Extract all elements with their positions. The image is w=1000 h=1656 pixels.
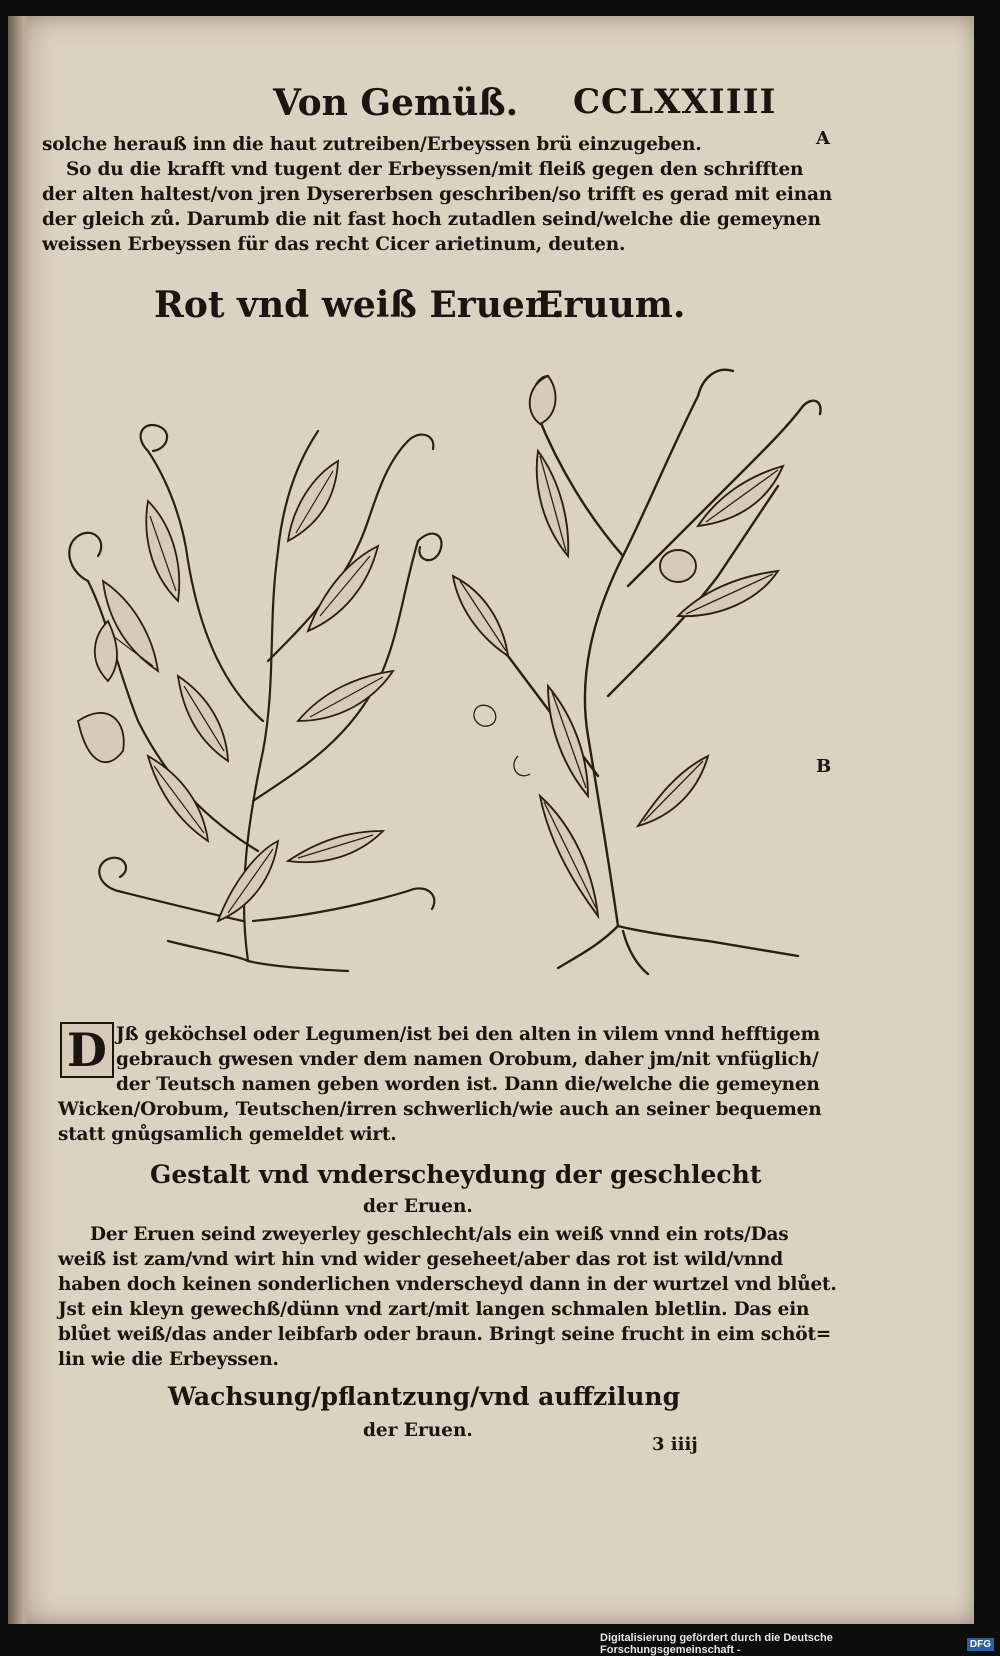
woodcut-eruum	[448, 356, 828, 976]
woodcut-rot-weiss-eruen	[48, 421, 448, 981]
section-line: haben doch keinen sonderlichen vnderscheyd dann in der wurtzel vnd blůet.	[58, 1274, 837, 1295]
section-line: Jst ein kleyn gewechß/dünn vnd zart/mit langen schmalen bletlin. Das ein	[58, 1299, 810, 1320]
intro-line: der gleich zů. Darumb die nit fast hoch zutadlen seind/welche die gemeynen	[42, 209, 821, 230]
intro-line: weissen Erbeyssen für das recht Cicer arietinum, deuten.	[42, 234, 626, 255]
section-line: blůet weiß/das ander leibfarb oder braun. Bringt seine frucht in eim schöt=	[58, 1324, 832, 1345]
decorated-initial: D	[60, 1022, 114, 1078]
intro-line: So du die krafft vnd tugent der Erbeyssen/mit fleiß gegen den schrifften	[66, 159, 804, 180]
margin-letter-a: A	[816, 128, 830, 149]
paragraph-line: der Teutsch namen geben worden ist. Dann die/welche die gemeynen	[116, 1074, 820, 1095]
dfg-logo: DFG	[967, 1638, 994, 1651]
section-heading-wachsung: Wachsung/pflantzung/vnd auffzilung	[168, 1382, 681, 1411]
section-heading-gestalt: Gestalt vnd vnderscheydung der geschlecht	[150, 1160, 762, 1189]
section-subheading-wachsung: der Eruen.	[363, 1420, 473, 1441]
folio-number: CCLXXIIII	[573, 82, 777, 122]
paragraph-line: statt gnůgsamlich gemeldet wirt.	[58, 1124, 397, 1145]
section-line: lin wie die Erbeyssen.	[58, 1349, 279, 1370]
running-head: Von Gemüß.	[273, 82, 519, 124]
digitization-footer	[600, 1632, 1000, 1656]
intro-line: der alten haltest/von jren Dysererbsen geschriben/so trifft es gerad mit einan	[42, 184, 833, 205]
paragraph-line: gebrauch gwesen vnder dem namen Orobum, daher jm/nit vnfüglich/	[116, 1049, 819, 1070]
page-gutter-shadow	[8, 16, 30, 1624]
margin-letter-b: B	[816, 756, 832, 777]
intro-line: solche herauß inn die haut zutreiben/Erbeyssen brü einzugeben.	[42, 134, 702, 155]
section-line: weiß ist zam/vnd wirt hin vnd wider geseheet/aber das rot ist wild/vnnd	[58, 1249, 783, 1270]
paragraph-line: Wicken/Orobum, Teutschen/irren schwerlich/wie auch an seiner bequemen	[58, 1099, 822, 1120]
plate-title-left: Rot vnd weiß Eruen.	[154, 284, 564, 326]
signature-mark: 3 iiij	[652, 1434, 698, 1455]
section-subheading-gestalt: der Eruen.	[363, 1196, 473, 1217]
plate-title-right: Eruum.	[536, 284, 686, 326]
footer-credit: Digitalisierung gefördert durch die Deutsche Forschungsgemeinschaft -	[600, 1632, 833, 1656]
paragraph-line: Jß geköchsel oder Legumen/ist bei den alten in vilem vnnd hefftigem	[116, 1024, 820, 1045]
book-page	[8, 16, 974, 1624]
section-line: Der Eruen seind zweyerley geschlecht/als ein weiß vnnd ein rots/Das	[90, 1224, 789, 1245]
